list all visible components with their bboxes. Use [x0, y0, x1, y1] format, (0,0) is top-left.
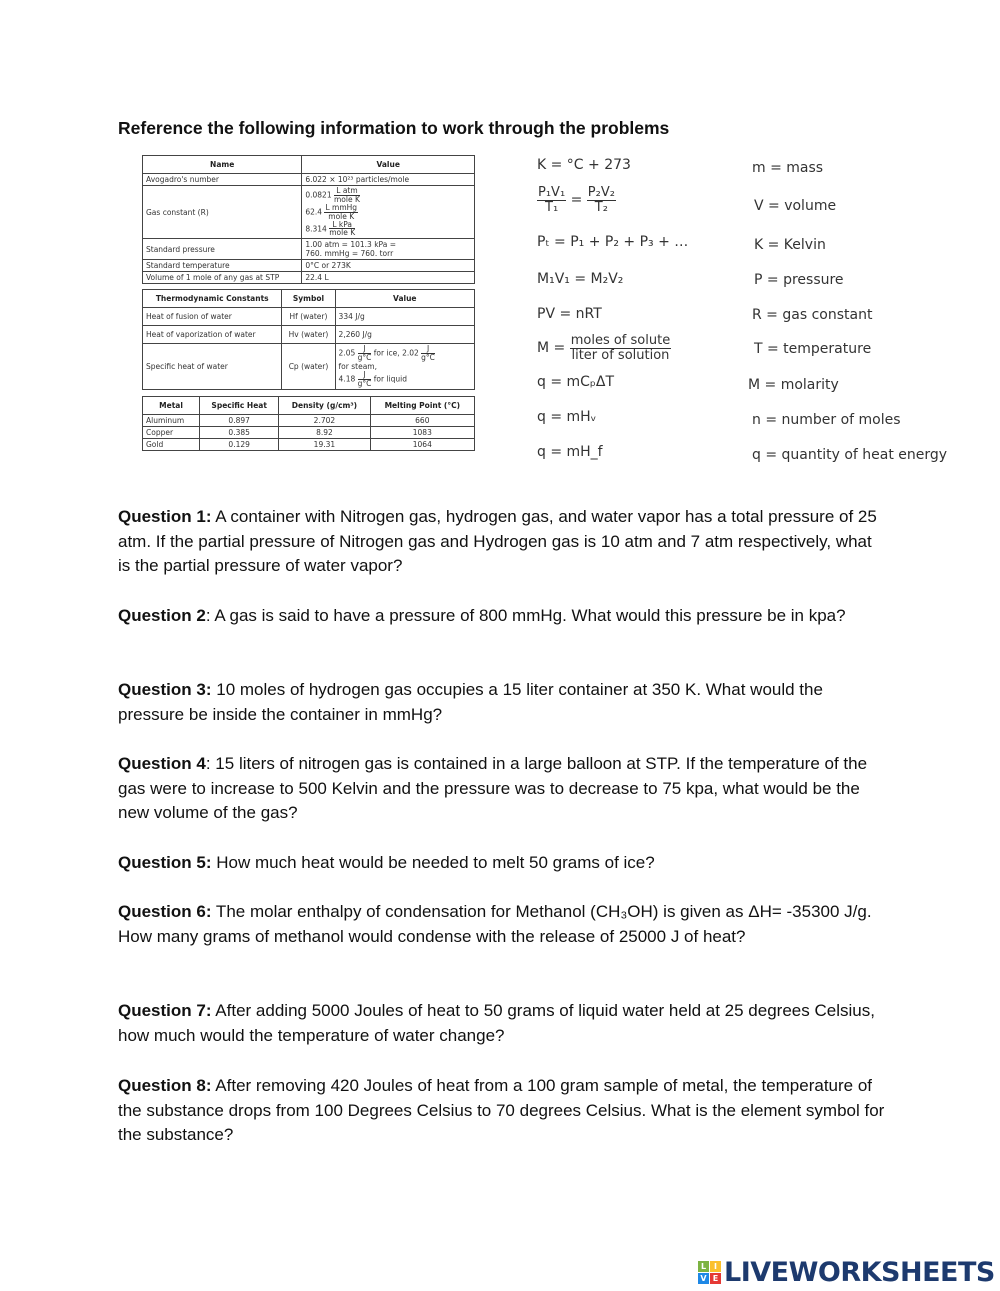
cell: 2.702	[279, 415, 370, 427]
cell: Gas constant (R)	[143, 186, 302, 239]
cell: 334 J/g	[335, 308, 474, 326]
u: g°C	[421, 352, 435, 362]
formula-dalton: Pₜ = P₁ + P₂ + P₃ + …	[537, 234, 689, 250]
variable-definition: V = volume	[754, 198, 837, 214]
question-label: Question 6:	[118, 902, 212, 921]
cell	[335, 344, 474, 390]
variable-definition: T = temperature	[754, 341, 872, 357]
f: moles of solute	[570, 333, 671, 348]
question-2	[118, 604, 888, 629]
logo-text: LIVEWORKSHEETS	[724, 1257, 995, 1288]
cell: 1064	[370, 439, 474, 451]
header: Thermodynamic Constants	[143, 290, 282, 308]
question-label: Question 8:	[118, 1076, 212, 1095]
question-text: : 15 liters of nitrogen gas is contained in a large balloon at STP. If the temperature of the gas were to increase to 500 Kelvin and the pressure was to decrease to 75 kpa, what would be the new volume of the gas?	[118, 754, 868, 823]
cell	[302, 239, 475, 260]
r-value: 8.314	[305, 223, 327, 233]
header: Density (g/cm³)	[279, 397, 370, 415]
header-name: Name	[143, 156, 302, 174]
formula-heat: q = mCₚΔT	[537, 374, 615, 390]
formula-dilution: M₁V₁ = M₂V₂	[537, 271, 624, 287]
gas-constant-values	[302, 186, 475, 239]
liveworksheets-logo	[698, 1257, 995, 1288]
question-text: A container with Nitrogen gas, hydrogen gas, and water vapor has a total pressure of 25 atm. If the partial pressure of Nitrogen gas and Hydrogen gas is 10 atm and 7 atm respectively, what is the partial pressure of water vapor?	[118, 507, 877, 576]
question-text: After adding 5000 Joules of heat to 50 grams of liquid water held at 25 degrees Celsius, how much would the temperature of water change?	[118, 1001, 875, 1045]
question-text: After removing 420 Joules of heat from a 100 gram sample of metal, the temperature of the substance drops from 100 Degrees Celsius to 70 degrees Celsius. What is the element symbol for the substance?	[118, 1076, 885, 1145]
question-label: Question 7:	[118, 1001, 212, 1020]
line: 760. mmHg = 760. torr	[305, 249, 394, 259]
variable-definition: R = gas constant	[752, 307, 873, 323]
header: Specific Heat	[200, 397, 279, 415]
unit: mole K	[328, 211, 355, 221]
question-4	[118, 752, 888, 826]
u: J	[421, 345, 435, 354]
cell: Aluminum	[143, 415, 200, 427]
cell: 1083	[370, 427, 474, 439]
question-text: : A gas is said to have a pressure of 800 mmHg. What would this pressure be in kpa?	[205, 606, 846, 625]
cell: 0.897	[200, 415, 279, 427]
question-text: How much heat would be needed to melt 50 grams of ice?	[211, 853, 655, 872]
formula-vaporization: q = mHᵥ	[537, 409, 597, 425]
header: Symbol	[282, 290, 335, 308]
cell: 660	[370, 415, 474, 427]
formula-combined-gas: $\frac{\text{P₁V₁}}{\text{T₁}}$ = $\frac{\text{P₂V₂}}{\text{T₂}}$	[538, 185, 615, 215]
thermodynamic-table	[142, 289, 475, 390]
formula-kelvin: K = °C + 273	[537, 157, 631, 173]
cell: Specific heat of water	[143, 344, 282, 390]
logo-letter: E	[710, 1273, 721, 1284]
question-6	[118, 900, 888, 949]
question-5	[118, 851, 888, 876]
u: J	[358, 345, 372, 354]
logo-icon	[698, 1261, 721, 1284]
question-7	[118, 999, 888, 1048]
cell: Avogadro's number	[143, 174, 302, 186]
cell: Hf (water)	[282, 308, 335, 326]
logo-letter: I	[710, 1261, 721, 1272]
cell: Gold	[143, 439, 200, 451]
v: 2.05	[338, 348, 356, 358]
cell: Heat of vaporization of water	[143, 326, 282, 344]
cell: 22.4 L	[302, 272, 475, 284]
metal-row	[143, 427, 475, 439]
line: 1.00 atm = 101.3 kPa =	[305, 240, 396, 250]
variable-definition: P = pressure	[754, 272, 844, 288]
r-value: 62.4	[305, 207, 323, 217]
f: P₁V₁	[538, 185, 566, 200]
unit: L kPa	[329, 221, 355, 230]
header-value: Value	[302, 156, 475, 174]
formula-molarity	[537, 334, 671, 362]
cell: 6.022 × 10²³ particles/mole	[302, 174, 475, 186]
cell: Volume of 1 mole of any gas at STP	[143, 272, 302, 284]
gas-constants-table	[142, 155, 475, 284]
question-8	[118, 1074, 888, 1148]
header: Metal	[143, 397, 200, 415]
cell: Standard pressure	[143, 239, 302, 260]
v: 4.18	[338, 374, 356, 384]
cell: Hv (water)	[282, 326, 335, 344]
f: T₁	[545, 199, 559, 215]
question-label: Question 5:	[118, 853, 212, 872]
cell: Copper	[143, 427, 200, 439]
cell: Standard temperature	[143, 260, 302, 272]
r-value: 0.0821	[305, 190, 332, 200]
variable-definition: K = Kelvin	[754, 237, 826, 253]
v: for liquid	[373, 374, 408, 384]
metal-row	[143, 439, 475, 451]
variable-definition: n = number of moles	[752, 412, 901, 428]
formula-ideal-gas: PV = nRT	[537, 306, 602, 322]
question-label: Question 3:	[118, 680, 212, 699]
variable-definition: q = quantity of heat energy	[752, 447, 948, 463]
cell: 0.385	[200, 427, 279, 439]
u: g°C	[357, 352, 372, 362]
question-text: The molar enthalpy of condensation for Methanol (CH₃OH) is given as ΔH= -35300 J/g. How many grams of methanol would condense with the release of 25000 J of heat?	[118, 902, 872, 946]
unit: mole K	[334, 194, 360, 204]
metals-table	[142, 396, 475, 451]
cell: 0°C or 273K	[302, 260, 475, 272]
cell: 0.129	[200, 439, 279, 451]
question-label: Question 4	[118, 754, 206, 773]
cell: Heat of fusion of water	[143, 308, 282, 326]
u: g°C	[357, 378, 372, 388]
variable-definition: M = molarity	[748, 377, 839, 393]
u: J	[358, 371, 372, 380]
cell: 2,260 J/g	[335, 326, 474, 344]
unit: L atm	[334, 187, 360, 196]
logo-letter: L	[698, 1261, 709, 1272]
v: for ice, 2.02	[373, 348, 419, 358]
cell: 8.92	[279, 427, 370, 439]
f: P₂V₂	[587, 185, 615, 200]
metal-row	[143, 415, 475, 427]
header: Melting Point (°C)	[370, 397, 474, 415]
page-title: Reference the following information to work through the problems	[118, 118, 670, 138]
f: M =	[537, 340, 566, 357]
v: for steam,	[338, 361, 377, 371]
f: T₂	[594, 199, 608, 215]
formula-fusion: q = mH_f	[537, 444, 603, 460]
unit: L mmHg	[325, 202, 358, 212]
question-label: Question 1:	[118, 507, 212, 526]
question-label: Question 2	[118, 606, 206, 625]
f: liter of solution	[571, 347, 670, 363]
header: Value	[335, 290, 474, 308]
question-text: 10 moles of hydrogen gas occupies a 15 liter container at 350 K. What would the pressure be inside the container in mmHg?	[118, 680, 823, 724]
question-3	[118, 678, 888, 727]
question-1	[118, 505, 888, 579]
cell: Cp (water)	[282, 344, 335, 390]
cell: 19.31	[279, 439, 370, 451]
logo-letter: V	[698, 1273, 709, 1284]
unit: mole K	[329, 228, 356, 238]
variable-definition: m = mass	[752, 160, 824, 176]
